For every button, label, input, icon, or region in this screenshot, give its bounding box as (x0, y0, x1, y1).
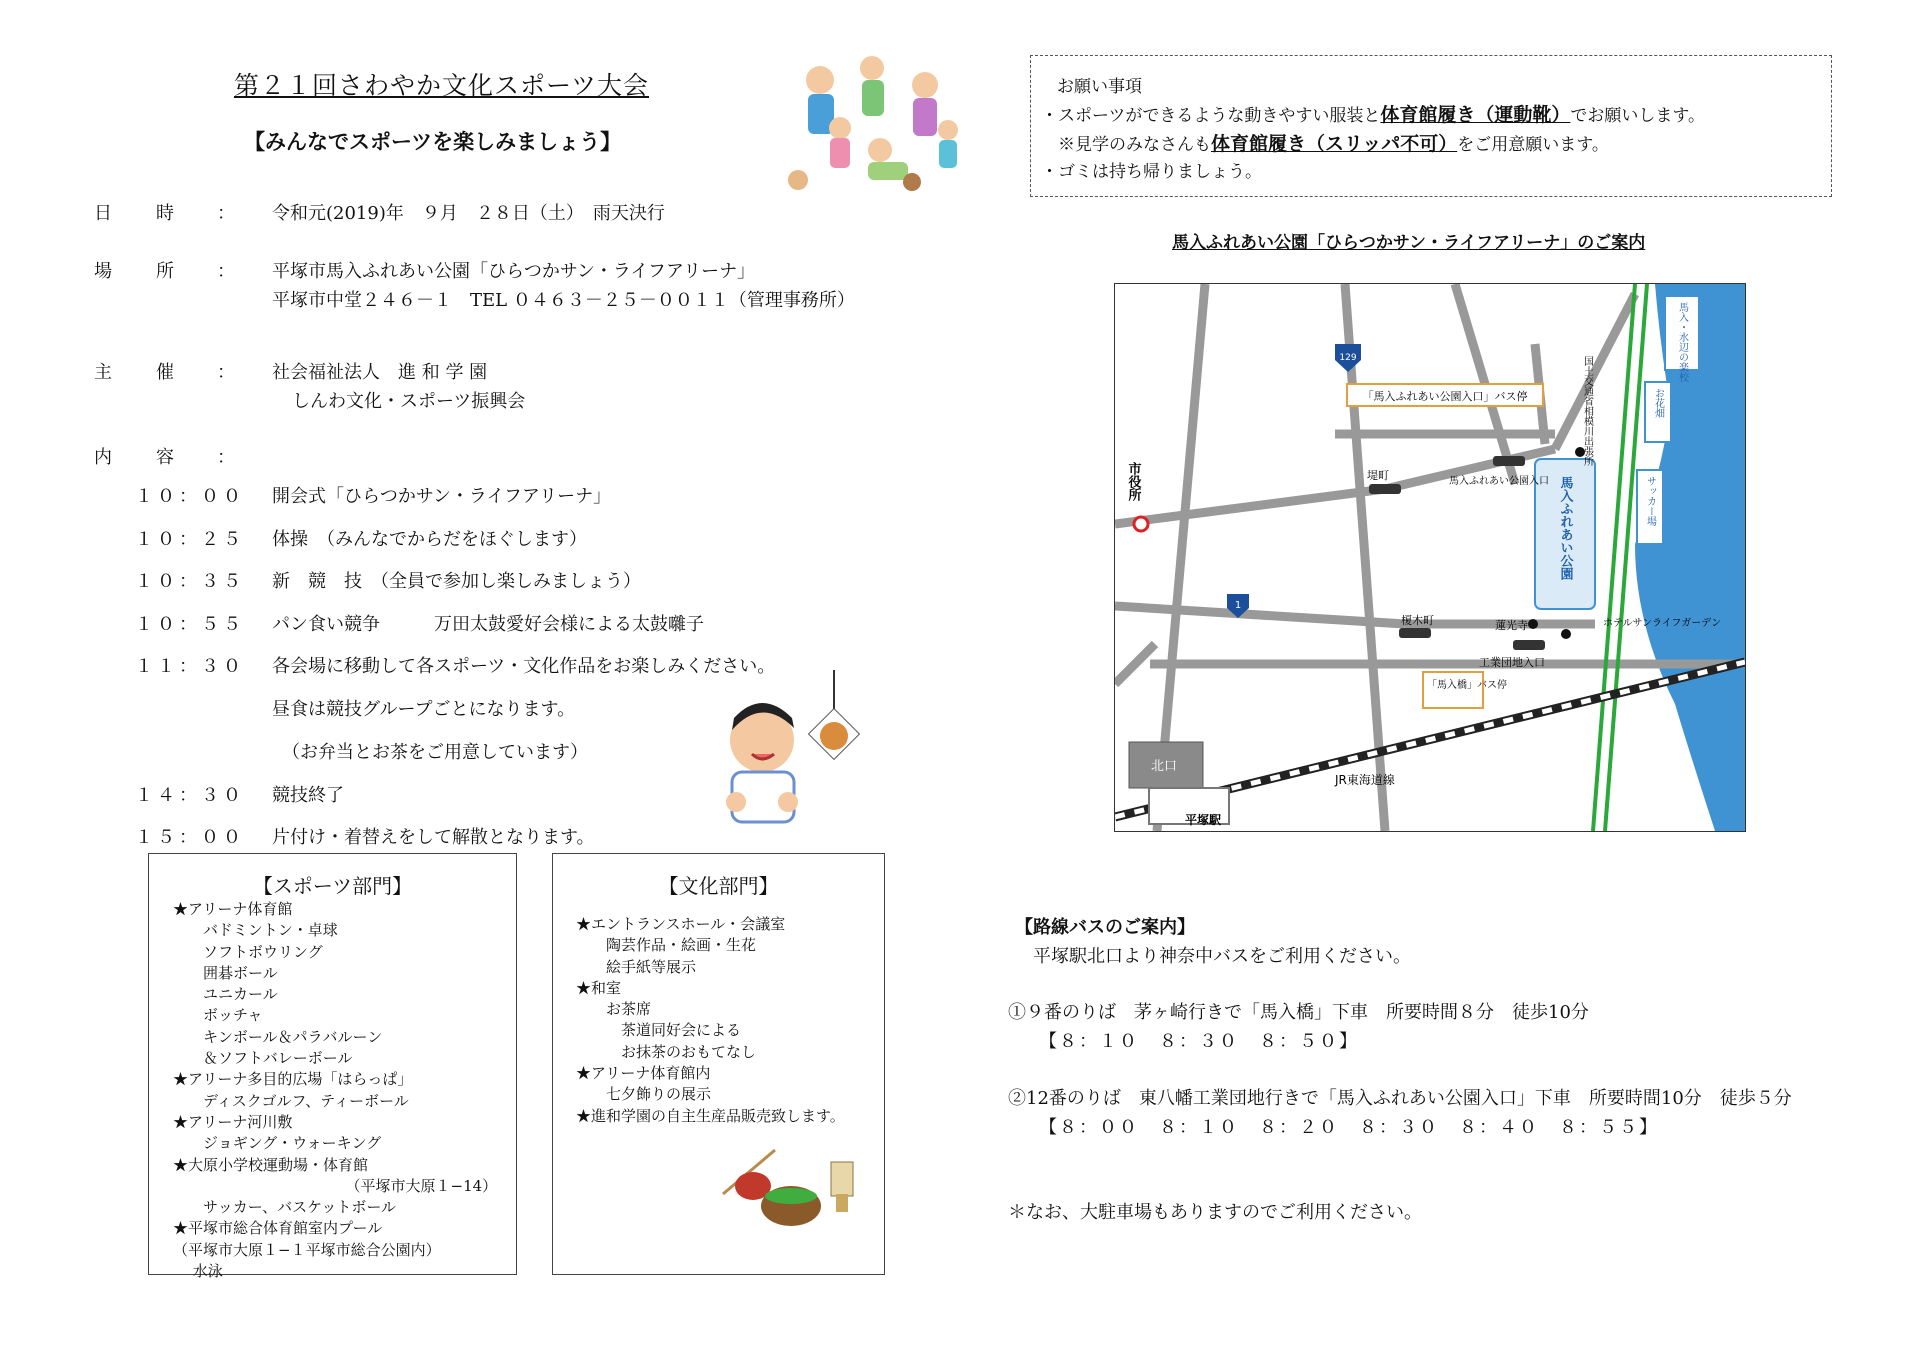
bus-route-2: ②12番のりば 東八幡工業団地行きで「馬入ふれあい公園入口」下車 所要時間10分 徒歩５分 (1008, 1088, 1792, 1109)
route-1-label: 1 (1234, 600, 1242, 611)
schedule-time: １０：３５ (135, 571, 245, 592)
notice-box (1030, 55, 1832, 197)
notice-line-1-end: でお願いします。 (1570, 106, 1705, 126)
culture-list-item: 陶芸作品・絵画・生花 (576, 936, 757, 955)
sports-list-item: ユニカール (173, 985, 278, 1004)
page-subtitle: 【みんなでスポーツを楽しみましょう】 (244, 129, 622, 154)
culture-section (552, 853, 885, 1275)
sports-list-item: 水泳 (173, 1262, 223, 1281)
place-value-1: 平塚市馬入ふれあい公園「ひらつかサン・ライフアリーナ」 (272, 261, 756, 282)
tsutsumi-label: 堤町 (1367, 469, 1389, 482)
soccer-field-label: サッカー場 (1644, 476, 1656, 526)
notice-line-1-emphasis: 体育館履き（運動靴） (1380, 104, 1571, 126)
culture-list-item: お茶席 (576, 1000, 652, 1019)
sports-list-item: ★アリーナ体育館 (173, 900, 293, 918)
sports-list-item: ソフトボウリング (173, 942, 323, 961)
sports-list-item: キンボール＆パラバルーン (173, 1027, 383, 1046)
sports-section-title: 【スポーツ部門】 (252, 874, 413, 898)
sports-section (148, 853, 517, 1281)
date-label: 日時 (94, 203, 218, 224)
schedule-time: １０：００ (135, 486, 245, 507)
notice-line-2 (1041, 129, 1609, 156)
access-map (1114, 283, 1746, 832)
schedule-text: パン食い競争 万田太鼓愛好会様による太鼓囃子 (272, 614, 704, 635)
sports-list-item: ★アリーナ河川敷 (173, 1112, 293, 1131)
notice-line-2-end: をご用意願います。 (1457, 135, 1609, 155)
sports-list-item: （平塚市大原１−14） (173, 1176, 498, 1195)
host-colon: ： (217, 362, 235, 383)
bus-intro: 平塚駅北口より神奈中バスをご利用ください。 (1015, 946, 1411, 967)
hotel-label: ホテルサンライフガーデン (1603, 618, 1722, 629)
city-hall-label: 市役所 (1125, 462, 1141, 501)
bus-route-1: ①９番のりば 茅ヶ崎行きで「馬入橋」下車 所要時間８分 徒歩10分 (1008, 1002, 1589, 1023)
ohanabatake-label: お花畑 (1652, 388, 1664, 418)
north-exit-label: 北口 (1151, 759, 1178, 774)
schedule-time: １５：００ (135, 827, 245, 848)
mizube-label: 馬入・水辺の楽校 (1676, 302, 1688, 382)
bus-stop-park-label: 「馬入ふれあい公園入口」バス停 (1362, 390, 1528, 403)
culture-section-title: 【文化部門】 (658, 874, 779, 898)
park-label: 馬入ふれあい公園 (1557, 476, 1573, 580)
schedule-text: 片付け・着替えをして解散となります。 (272, 827, 595, 848)
sports-list-item: ★アリーナ多目的広場「はらっぱ」 (173, 1070, 413, 1089)
schedule-text: 昼食は競技グループごとになります。 (272, 699, 576, 720)
bus-times-1: 【８：１０ ８：３０ ８：５０】 (1008, 1031, 1359, 1052)
sports-list-item: ★大原小学校運動場・体育館 (173, 1155, 369, 1174)
page-title: 第２１回さわやか文化スポーツ大会 (234, 71, 650, 100)
culture-list (576, 914, 845, 1127)
sports-list-item: ★平塚市総合体育館室内プール (173, 1219, 383, 1238)
sports-list-item: 囲碁ボール (173, 963, 278, 982)
industrial-entrance-label: 工業団地入口 (1479, 656, 1545, 669)
culture-list-item: ★進和学園の自主生産品販売致します。 (576, 1106, 845, 1125)
parking-note: ＊なお、大駐車場もありますのでご利用ください。 (1008, 1202, 1422, 1223)
schedule-text: （お弁当とお茶をご用意しています） (282, 742, 588, 763)
notice-line-3: ・ゴミは持ち帰りましょう。 (1041, 162, 1262, 182)
host-value-2: しんわ文化・スポーツ振興会 (292, 391, 526, 412)
culture-list-item: ★和室 (576, 978, 622, 997)
culture-list-item: お抹茶のおもてなし (576, 1042, 757, 1061)
route-129-label: 129 (1339, 353, 1357, 363)
jr-line-label: JR東海道線 (1335, 773, 1395, 787)
schedule-time: １４：３０ (135, 785, 245, 806)
notice-line-1 (1041, 100, 1705, 127)
river-office-label: 国土交通省相模川出張所 (1581, 356, 1593, 466)
renkoji-label: 蓮光寺 (1495, 619, 1528, 632)
notice-line-1-text: ・スポーツができるような動きやすい服装と (1041, 106, 1381, 126)
notice-heading: お願い事項 (1057, 77, 1142, 97)
station-label: 平塚駅 (1185, 813, 1222, 827)
schedule-time: １０：２５ (135, 529, 245, 550)
enokicho-label: 榎木町 (1401, 614, 1434, 627)
map-title: 馬入ふれあい公園「ひらつかサン・ライフアリーナ」のご案内 (1172, 233, 1646, 253)
sports-list-item: サッカー、バスケットボール (173, 1198, 397, 1217)
exercise-family-illustration (780, 50, 966, 206)
bus-stop-bridge-label: 「馬入橋」バス停 (1427, 680, 1507, 691)
sports-list-item: バドミントン・卓球 (173, 921, 338, 940)
sports-list-item: ボッチャ (173, 1006, 263, 1025)
schedule-text: 体操 （みんなでからだをほぐします） (272, 529, 587, 550)
date-colon: ： (217, 203, 235, 224)
content-colon: ： (217, 447, 235, 468)
schedule-text: 新 競 技 （全員で参加し楽しみましょう） (272, 571, 641, 592)
schedule-text: 競技終了 (272, 785, 344, 806)
culture-list-item: 七夕飾りの展示 (576, 1085, 712, 1104)
host-label: 主催 (94, 362, 218, 383)
schedule-time: １１：３０ (135, 656, 245, 677)
tea-ceremony-illustration (713, 1144, 863, 1234)
host-value-1: 社会福祉法人 進 和 学 園 (272, 362, 488, 383)
date-value: 令和元(2019)年 ９月 ２８日（土） 雨天決行 (272, 203, 665, 224)
sports-list (173, 899, 497, 1282)
notice-line-2-text: ※見学のみなさんも (1041, 135, 1211, 155)
culture-list-item: ★エントランスホール・会議室 (576, 915, 786, 933)
bus-heading: 【路線バスのご案内】 (1015, 917, 1195, 938)
culture-list-item: ★アリーナ体育館内 (576, 1064, 711, 1083)
sports-list-item: ディスクゴルフ、ティーボール (173, 1091, 409, 1110)
schedule-text: 開会式「ひらつかサン・ライフアリーナ」 (272, 486, 612, 507)
place-value-2: 平塚市中堂２４６－１ TEL ０４６３－２５－００１１（管理事務所） (272, 290, 855, 311)
bus-times-2: 【８：００ ８：１０ ８：２０ ８：３０ ８：４０ ８：５５】 (1008, 1117, 1659, 1138)
culture-list-item: 茶道同好会による (576, 1021, 742, 1040)
sports-list-item: ジョギング・ウォーキング (173, 1134, 382, 1153)
place-label: 場所 (94, 261, 218, 282)
boy-eating-bread-illustration (722, 668, 872, 824)
park-entrance-label: 馬入ふれあい公園入口 (1449, 476, 1549, 487)
sports-list-item: （平塚市大原１−１平塚市総合公園内） (173, 1240, 441, 1259)
schedule-time: １０：５５ (135, 614, 245, 635)
sports-list-item: ＆ソフトバレーボール (173, 1049, 353, 1068)
schedule-text: 各会場に移動して各スポーツ・文化作品をお楽しみください。 (272, 656, 776, 677)
content-label: 内容 (94, 447, 218, 468)
culture-list-item: 絵手紙等展示 (576, 957, 697, 976)
place-colon: ： (217, 261, 235, 282)
notice-line-2-emphasis: 体育館履き（スリッパ不可） (1211, 133, 1458, 155)
